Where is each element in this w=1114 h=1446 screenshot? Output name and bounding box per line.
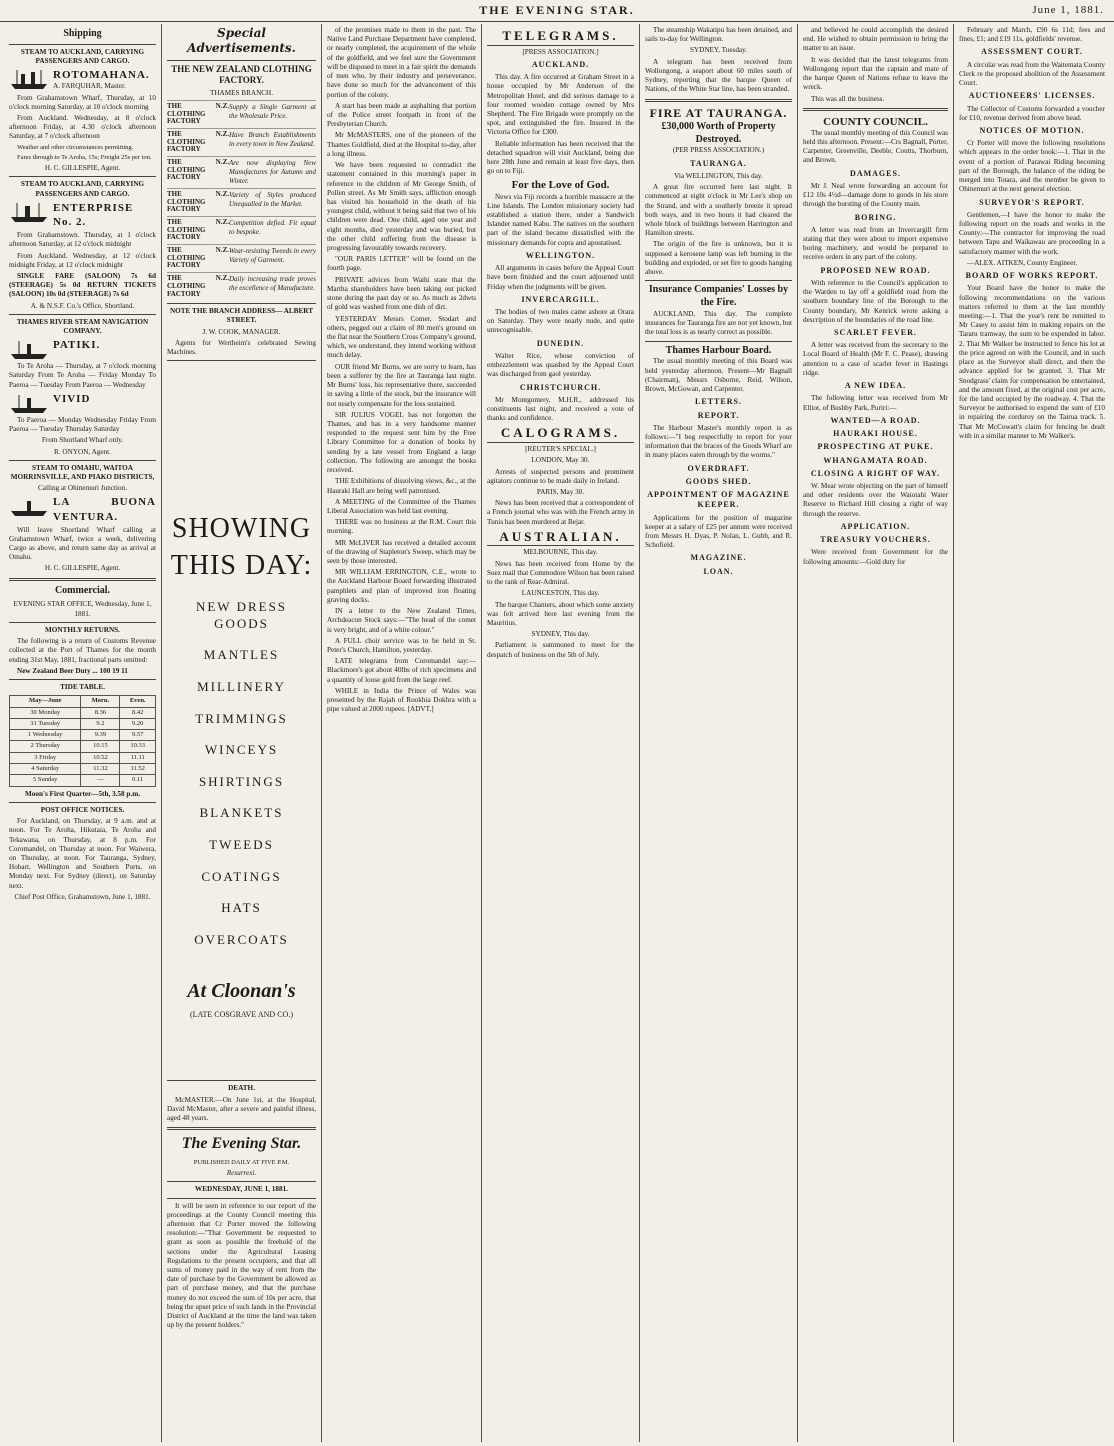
news-paragraph: Mr J. Neal wrote forwarding an account for £12 10s 4½d—damage done to goods in his store through the bursting of the County main. bbox=[803, 181, 948, 209]
ad-item: HATS bbox=[221, 900, 262, 916]
evening-star-title: The Evening Star. bbox=[181, 1135, 302, 1153]
list-item: THE N.Z. CLOTHING FACTORY Competition defied. Fit equal to bespoke. bbox=[167, 216, 316, 244]
ship-rotomahana bbox=[9, 68, 156, 91]
manager: J. W. COOK, MANAGER. bbox=[202, 327, 281, 336]
dunedin-heading: DUNEDIN. bbox=[536, 338, 585, 348]
news-paragraph: A circular was read from the Waitemata County Clerk re the proposed abolition of the Assessment Court. bbox=[959, 60, 1105, 88]
column-shipping bbox=[4, 24, 162, 1442]
steamship-icon bbox=[9, 338, 49, 360]
column-telegrams bbox=[482, 24, 640, 1442]
news-paragraph: YESTERDAY Messrs Comer, Stodart and others, pegged out a claim of 80 men's ground on the flat near the Southern Cross Company's ground, which, we understand, they intend working without much delay. bbox=[327, 314, 476, 360]
news-paragraph: With reference to the Council's application to the Warden to lay off a goldfield road from the southern boundary line of the Borough to the County boundary, Mr Kenrick wrote asking a description of the boundaries of the road line. bbox=[803, 278, 948, 324]
nz-clothing-title: THE NEW ZEALAND CLOTHING FACTORY. bbox=[171, 63, 312, 86]
auckland-heading: AUCKLAND. bbox=[531, 59, 590, 69]
agent-1: H. C. GILLESPIE, Agent. bbox=[44, 164, 121, 173]
table-row: 31 Tuesday 9.2 9.20 bbox=[10, 718, 156, 729]
news-paragraph: of the promises made to them in the past. The Native Land Purchase Department have completed, or nearly completed, the acquirement of the whole of the goldfield, and we feel sure the Government will be disposed to meet in a fair spirit the demands of men who, by their industry and perseverance, have done so much for the advancement of this portion of the colony. bbox=[327, 26, 476, 99]
table-row: 3 Friday 10.52 11.11 bbox=[10, 752, 156, 763]
news-paragraph: We have been requested to contradict the statement contained in this morning's paper in reference to the children of Mr George Smith, of Pollen street. As Mr Smith says, affliction enough has visited his household in the death of his youngest child, without it being said that two of his children were dead. One child, aged one year and eight months, died yesterday and was buried, but the other child suffering from the disease is progressing favourably towards recovery. bbox=[327, 161, 476, 253]
ship1-master: A. FARQUHAR, Master. bbox=[53, 82, 126, 91]
column-local-news bbox=[322, 24, 482, 1442]
ad-item: SHIRTINGS bbox=[198, 773, 285, 789]
published-note: PUBLISHED DAILY AT FIVE P.M. bbox=[193, 1158, 290, 1166]
thames-branch: THAMES BRANCH. bbox=[209, 88, 274, 97]
news-paragraph: A great fire occurred here last night. It commenced at eight o'clock in Mr Lee's shop on the Strand, and with a southerly breeze it spread both ways, and in two hours it had cleared the whole block of buildings between Harrington and Hamilton streets. bbox=[645, 183, 792, 238]
ship3-name: PATIKI. bbox=[53, 339, 101, 352]
news-paragraph: MR WILLIAM ERRINGTON, C.E., wrote to the Auckland Harbour Board forwarding illustrated pamphlets and plan of improved iron floating graving docks. bbox=[327, 568, 476, 604]
notices-of-motion-heading: NOTICES OF MOTION. bbox=[979, 126, 1085, 135]
engineer-signature: —ALEX. AITKEN, County Engineer. bbox=[967, 258, 1078, 267]
ad-item: OVERCOATS bbox=[194, 931, 289, 947]
special-ads-heading: Special Advertisements. bbox=[187, 26, 296, 56]
list-item: THE N.Z. CLOTHING FACTORY Wear-resisting Tweeds in every Variety of Garment. bbox=[167, 244, 316, 272]
news-paragraph: Parliament is summoned to meet for the despatch of business on the 5th of July. bbox=[487, 641, 634, 659]
magazine-keeper-heading: APPOINTMENT OF MAGAZINE KEEPER. bbox=[647, 490, 790, 510]
auctioneers-heading: AUCTIONEERS' LICENSES. bbox=[968, 91, 1096, 101]
love-of-god-heading: For the Love of God. bbox=[511, 179, 610, 192]
ship-vivid bbox=[9, 392, 156, 414]
ad-item: BLANKETS bbox=[199, 805, 284, 821]
ad-item: TWEEDS bbox=[209, 837, 274, 853]
ad-item: TRIMMINGS bbox=[195, 710, 288, 726]
news-paragraph: Cr Porter will move the following resolutions which appears in the order book:—1. That in the event of a portion of Parawai Riding becoming part of the Borough, the balance of the riding be merged into Totara, and the member be given to Ohinemuri at the next general election. bbox=[959, 139, 1105, 194]
news-paragraph: A letter was read from an Invercargill firm stating that they were about to import expensive boring machinery, and would be prepared to receive orders in any part of the colony. bbox=[803, 225, 948, 262]
agent-4: H. C. GILLESPIE, Agent. bbox=[44, 564, 121, 573]
tide-col-morn: Morn. bbox=[81, 696, 120, 707]
weather-note: Weather and other circumstances permitting. bbox=[17, 143, 134, 151]
news-paragraph: Were received from Government for the following amounts:—Gold duty for bbox=[803, 548, 948, 566]
application-heading: APPLICATION. bbox=[840, 521, 911, 531]
news-paragraph: February and March, £90 6s 11d; fees and fines, £1; and £19 11s, goldfields' revenue. bbox=[959, 26, 1105, 44]
ship5-name: LA BUONA VENTURA. bbox=[53, 496, 156, 523]
postmaster: Chief Post Office, Grahamstown, June 1, 1881. bbox=[14, 892, 151, 901]
news-paragraph: Your Board have the honor to make the following recommendations on the various matters referred to them at the last monthly meeting:—1. That the year's rent be remitted to Mr Casey to assist him in making repairs on the Tararu tramway, the sum to be expended in labor. 2. That Mr Walker be instructed to fence his lot at the price agreed on with the Council, and in such place as the Surveyor shall direct, and then the advance applied for be granted. 3. That Mr Snodgrass' claim for compensation be entertained, and the amount fixed, at the original cost per acre, for the land occupied by the roadway. 4. That the Surveyor be authorised to expend the sum of £10 in repairing the corduroy on the Tairua track. 5. That Mr McCowatt's claim for fencing be dealt with in a similar manner to Mr Walker's. bbox=[959, 284, 1105, 440]
mails-text: For Auckland, on Thursday, at 9 a.m. and at noon. For Te Aroha, Hikutaia, Te Aroha and Tekawana, on Thursday, at 8 p.m. For Coromandel, on Thursday at noon. For Waiwera, on Thursday, at noon. For Tauranga, Sydney, Hobart, Wellington and Southern Ports, on Monday next. For Sydney (direct), on Saturday next. bbox=[9, 817, 156, 890]
steamship-icon bbox=[9, 495, 49, 517]
ship1-auckland: From Auckland. Wednesday, at 8 o'clock afternoon Friday, at 4.30 o'clock afternoon Saturday, at 7 o'clock afternoon bbox=[9, 113, 156, 141]
ad-item: WINCEYS bbox=[204, 742, 279, 758]
table-row: 5 Sunday — 0.11 bbox=[10, 775, 156, 786]
agents-text: Agents for Wertheim's celebrated Sewing Machines. bbox=[167, 338, 316, 357]
ship3-schedule: To Te Aroha — Thursday, at 7 o'clock morning Saturday From Te Aroha — Friday Monday To Paeroa — Tuesday From Paeroa — Wednesday bbox=[9, 362, 156, 389]
table-row: 30 Monday 8.36 8.42 bbox=[10, 707, 156, 718]
news-paragraph: MR McLIVER has received a detailed account of the drawing of Stapleton's Sweep, which may be seen by those interested. bbox=[327, 538, 476, 566]
news-paragraph: The Collector of Customs forwarded a voucher for £10, revenue derived from above head. bbox=[959, 104, 1105, 122]
telegrams-heading: TELEGRAMS. bbox=[487, 28, 634, 46]
agent-2: A. & N.S.F. Co.'s Office, Shortland. bbox=[30, 301, 135, 310]
steamship-icon bbox=[9, 392, 49, 414]
news-paragraph: PRIVATE advices from Waihi state that the Martha shareholders have been taking out picked stone during the past day or so. As much as 2dwts of gold was washed from one dish of dirt. bbox=[327, 275, 476, 312]
list-item: THE N.Z. CLOTHING FACTORY Variety of Styles produced Unequalled in the Market. bbox=[167, 188, 316, 216]
county-council-heading: COUNTY COUNCIL. bbox=[823, 115, 928, 128]
news-paragraph: THE Exhibitions of dissolving views, &c., at the Hauraki Hall are being well patronised. bbox=[327, 477, 476, 495]
late-cosgrave: (LATE COSGRAVE AND CO.) bbox=[190, 1010, 293, 1020]
news-paragraph: The usual monthly meeting of this Council was held this afternoon. Present:—Crs Bagnall, Porter, Carpenter, Greenville, Deeble, Coutts, Thorburn, and Brown. bbox=[803, 128, 948, 165]
press-association: [PRESS ASSOCIATION.] bbox=[522, 47, 599, 56]
news-paragraph: This was all the business. bbox=[811, 94, 885, 103]
news-paragraph: The steamship Wakatipu has been detained, and sails to-day for Wellington. bbox=[645, 26, 792, 44]
news-paragraph: Walter Rice, whose conviction of embezzlement was quashed by the Appeal Court was discharged from gaol yesterday. bbox=[487, 351, 634, 379]
news-paragraph: The origin of the fire is unknown, but it is supposed a kerosene lamp was left burning in the building and exploded, or set fire to goods hanging above. bbox=[645, 240, 792, 277]
surveyor-report-heading: SURVEYOR'S REPORT. bbox=[979, 197, 1085, 207]
ship1-schedule: From Grahamstown Wharf, Thursday, at 10 o'clock morning Saturday, at 10 o'clock morning bbox=[9, 93, 156, 111]
news-paragraph: All arguments in cases before the Appeal Court have been finished and the court adjourned until Friday when the judgments will be given. bbox=[487, 264, 634, 291]
news-paragraph: Gentlemen,—I have the honor to make the following report on the roads and works in the County:—The contractor for improving the road between Tapu and Waikawau are proceeding in a satisfactory manner with the work. bbox=[959, 210, 1105, 256]
ad-item: MILLINERY bbox=[197, 678, 286, 694]
ship2-auckland: From Auckland. Wednesday, at 12 o'clock midnight Friday, at 12 o'clock midnight bbox=[9, 251, 156, 269]
news-paragraph: LATE telegrams from Coromandel say:—Blackmore's got about 40lbs of rich specimens and a quantity of loose gold from the large reef. bbox=[327, 657, 476, 684]
calograms-heading: CALOGRAMS. bbox=[487, 425, 634, 443]
table-row: 4 Saturday 11.32 11.52 bbox=[10, 764, 156, 775]
steam-auckland-2: STEAM TO AUCKLAND, CARRYING PASSENGERS AND CARGO. bbox=[20, 180, 145, 198]
wanted-road-heading: WANTED—A ROAD. bbox=[830, 415, 921, 425]
australian-heading: AUSTRALIAN. bbox=[487, 529, 634, 547]
news-paragraph: The usual monthly meeting of this Board was held yesterday afternoon. Present—Mr Bagnall (Chairman), Messrs Osborne, Reid, Wilson, Brown, McGowan, and Carpenter. bbox=[645, 357, 792, 394]
news-paragraph: SIR JULIUS VOGEL has not forgotten the Thames, and has in a very handsome manner responded to the request sent him by the Free Library Committee for a donation of books by sending by a late vessel from England a large collection. The following are amongst the books received. bbox=[327, 410, 476, 475]
news-paragraph: Applications for the position of magazine keeper at a salary of £25 per annum were received from Messrs H. Dyas, P. Nolan, L. Gubb, and R. Schofield. bbox=[645, 513, 792, 550]
ship-enterprise bbox=[9, 201, 156, 229]
news-paragraph: The Harbour Master's monthly report is as follows:—"I beg respectfully to report for your information that the braces of the Goods Wharf are in many places eaten through by the worms." bbox=[645, 423, 792, 460]
prospecting-heading: PROSPECTING AT PUKE. bbox=[817, 442, 934, 452]
shortland-note: From Shortland Wharf only. bbox=[41, 436, 124, 445]
boring-heading: BORING. bbox=[854, 212, 897, 222]
column-fire-harbour bbox=[640, 24, 798, 1442]
news-paragraph: A FULL choir service was to be held in St. Peter's Church, Hamilton, yesterday. bbox=[327, 636, 476, 654]
scarlet-fever-heading: SCARLET FEVER. bbox=[834, 328, 917, 338]
tide-heading: TIDE TABLE. bbox=[60, 683, 105, 692]
hauraki-heading: HAURAKI HOUSE. bbox=[833, 429, 918, 439]
paris-dateline: PARIS, May 30. bbox=[536, 487, 585, 496]
steam-auckland: STEAM TO AUCKLAND, CARRYING PASSENGERS AND CARGO. bbox=[20, 47, 145, 66]
list-item: THE N.Z. CLOTHING FACTORY Daily increasing trade proves the excellence of Manufacture. bbox=[167, 272, 316, 300]
news-paragraph: A telegram has been received from Wollongong, a seaport about 60 miles south of Sydney, reporting that the barque Queen of Nations, of the White Star line, has been stranded. bbox=[645, 57, 792, 94]
masthead: THE EVENING STAR. bbox=[479, 3, 635, 17]
harbour-board-heading: Thames Harbour Board. bbox=[665, 344, 772, 356]
melbourne-dateline: MELBOURNE, This day. bbox=[523, 548, 598, 557]
letters-heading: LETTERS. bbox=[695, 397, 742, 407]
overdraft-heading: OVERDRAFT. bbox=[687, 463, 750, 473]
leader-date: WEDNESDAY, JUNE 1, 1881. bbox=[195, 1185, 288, 1194]
tide-table bbox=[9, 695, 156, 787]
fares: Fares through to Te Aroha, 15s; Freight 25s per ton. bbox=[17, 153, 152, 161]
table-row: 1 Wednesday 9.39 9.57 bbox=[10, 730, 156, 741]
news-paragraph: OUR friend Mr Burns, we are sorry to learn, has been a sufferer by the fire at Tauranga last night. Mr Burns' loss, his representative there, succeeded in saving a little of the stock, but the insurance will not nearly compensate for the loss sustained. bbox=[327, 362, 476, 408]
column-council-continued bbox=[954, 24, 1110, 1442]
board-of-works-heading: BOARD OF WORKS REPORT. bbox=[965, 271, 1099, 281]
death-heading: DEATH. bbox=[228, 1084, 255, 1093]
news-paragraph: Arrests of suspected persons and prominent agitators continue to be made daily in Ireland. bbox=[487, 467, 634, 485]
agent-3: R. ONYON, Agent. bbox=[54, 447, 111, 456]
fire-subheading: £30,000 Worth of Property Destroyed. bbox=[661, 120, 776, 145]
news-paragraph: News via Fiji records a horrible massacre at the Line Islands. The London missionary society had established a station there, under a Sandwich Islander named Kabu. The natives on the southern part of the island became dissatisfied with the missionary demands for copra and apostatised. bbox=[487, 192, 634, 247]
news-paragraph: News has been received that a correspondent of a French journal who was with the French army in Tunis has been murdered at Bejar. bbox=[487, 499, 634, 526]
ship4-name: VIVID bbox=[53, 392, 91, 405]
launceston-dateline: LAUNCESTON, This day. bbox=[521, 589, 600, 598]
news-paragraph: AUCKLAND, This day. The complete insurances for Tauranga fire are not yet known, but the total loss is as nearly correct as possible. bbox=[645, 309, 792, 337]
monthly-returns: MONTHLY RETURNS. bbox=[45, 625, 120, 634]
fares-2: SINGLE FARE (SALOON) 7s 6d (STEERAGE) 5s 0d RETURN TICKETS (SALOON) 10s 0d (STEERAGE) 7s 6d bbox=[9, 271, 156, 299]
news-paragraph: Mr McMASTERS, one of the pioneers of the Thames Goldfield, died at the Hospital to-day, after a long illness. bbox=[327, 131, 476, 158]
news-paragraph: W. Mear wrote objecting on the part of himself and other residents over the Waiotahi Water Reserve to Richard Hill closing a right of way through the reserve. bbox=[803, 481, 948, 518]
damages-heading: DAMAGES. bbox=[850, 168, 901, 178]
thames-river-co: THAMES RIVER STEAM NAVIGATION COMPANY. bbox=[16, 317, 149, 336]
via-wellington: Via WELLINGTON, This day. bbox=[674, 171, 763, 180]
monthly-text: The following is a return of Customs Revenue collected at the Port of Thames for the month ending 31st May, 1881, fractional parts omitted: bbox=[9, 637, 156, 664]
page-header bbox=[0, 0, 1114, 22]
news-paragraph: A letter was received from the secretary to the Local Board of Health (Mr F. C. Pease), drawing attention to a case of scarlet fever in Hastings ridge. bbox=[803, 341, 948, 377]
invercargill-heading: INVERCARGILL. bbox=[521, 294, 600, 304]
goods-shed-heading: GOODS SHED. bbox=[685, 476, 752, 486]
ad-item: MANTLES bbox=[203, 647, 280, 663]
steamship-icon bbox=[9, 201, 49, 223]
column-advertisements bbox=[162, 24, 322, 1442]
tauranga-heading: TAURANGA. bbox=[690, 158, 747, 168]
steamship-icon bbox=[9, 68, 49, 90]
leader-text: It will be seen in reference to our report of the proceedings at the County Council meeting this afternoon that Cr Porter moved the following resolution:—"That Government be requested to grant as soon as possible the freehold of the sections under the Agricultural Leasing Regulations to the present occupiers, and that all sums of money paid in the way of rent from the date of purchase by the Government be allowed as part of purchase money, and that the purchase money do not exceed the sum of 10s per acre, that being the upset price of such lands in the Provincial District of Auckland at the time the land was taken up by the present holders." bbox=[167, 1201, 316, 1330]
magazine-heading: MAGAZINE. bbox=[690, 553, 747, 563]
treasury-heading: TREASURY VOUCHERS. bbox=[820, 535, 931, 545]
reuters-special: [REUTER'S SPECIAL.] bbox=[525, 445, 596, 454]
news-paragraph: Reliable information has been received that the detached squadron will visit Auckland, being due here 28th June and remain at least five days, then go on to Fiji. bbox=[487, 139, 634, 176]
revenue-total: New Zealand Beer Duty ... 100 19 11 bbox=[17, 666, 128, 675]
news-paragraph: IN a letter to the New Zealand Times, Archdeacon Stock says:—"The head of the comet is very bright, and of a white colour." bbox=[327, 607, 476, 634]
at-cloonans: At Cloonan's bbox=[187, 979, 296, 1002]
news-paragraph: The following letter was received from Mr Elliot, of Bushby Park, Puriri:— bbox=[803, 394, 948, 412]
news-paragraph: Mr Montgomery, M.H.R., addressed his constituents last night, and received a vote of thanks and confidence. bbox=[487, 395, 634, 423]
ship-la-buona bbox=[9, 495, 156, 523]
tide-col-even: Even. bbox=[120, 696, 156, 707]
sydney-dateline: SYDNEY, This day. bbox=[531, 630, 590, 639]
news-paragraph: A MEETING of the Committee of the Thames Liberal Association was held last evening. bbox=[327, 497, 476, 515]
list-item: THE N.Z. CLOTHING FACTORY Supply a Single Garment at the Wholesale Price. bbox=[167, 100, 316, 128]
insurance-heading: Insurance Companies' Losses by the Fire. bbox=[648, 284, 789, 309]
christchurch-heading: CHRISTCHURCH. bbox=[519, 382, 602, 392]
wellington-heading: WELLINGTON. bbox=[525, 250, 596, 260]
news-paragraph: THERE was no business at the R.M. Court this morning. bbox=[327, 518, 476, 536]
ship2-name: ENTERPRISE No. 2. bbox=[53, 201, 134, 228]
news-paragraph: and believed he could accomplish the desired end. He wished to obtain permission to bring the matter to an issue. bbox=[803, 26, 948, 53]
ship1-name: ROTOMAHANA. bbox=[53, 69, 150, 82]
news-paragraph: "OUR PARIS LETTER" will be found on the fourth page. bbox=[327, 255, 476, 273]
sydney-dateline: SYDNEY, Tuesday. bbox=[689, 46, 748, 55]
london-dateline: LONDON, May 30. bbox=[531, 456, 590, 465]
post-office-heading: POST OFFICE NOTICES. bbox=[40, 805, 125, 814]
news-paragraph: News has been received from Home by the Suez mail that Commodore Wilson has been raised to the rank of Rear-Admiral. bbox=[487, 559, 634, 587]
news-paragraph: It was decided that the latest telegrams from Wollongong report that the captain and mate of the barque Queen of Nations refuse to leave the wreck. bbox=[803, 55, 948, 92]
report-heading: REPORT. bbox=[697, 410, 740, 420]
news-paragraph: WHILE in India the Prince of Wales was presented by the Rajah of Rookhia Dokhra with a pipe valued at 2000 rupees. [ADVT.] bbox=[327, 686, 476, 714]
newspaper-columns bbox=[4, 24, 1110, 1442]
ad-item: NEW DRESS GOODS bbox=[195, 599, 288, 631]
omahu-heading: STEAM TO OMAHU, WAITOA MORRINSVILLE, AND PIAKO DISTRICTS, bbox=[10, 463, 155, 481]
new-idea-heading: A NEW IDEA. bbox=[844, 381, 907, 391]
ship-patiki bbox=[9, 338, 156, 360]
ship4-schedule: To Paeroa — Monday Wednesday Friday From Paeroa — Tuesday Thursday Saturday bbox=[9, 415, 156, 434]
customs-dateline: EVENING STAR OFFICE, Wednesday, June 1, 1881. bbox=[13, 600, 152, 618]
list-item: THE N.Z. CLOTHING FACTORY Have Branch Establishments in every town in New Zealand. bbox=[167, 128, 316, 156]
news-paragraph: A start has been made at asphalting that portion of the Police street footpath in front of the Presbyterian Church. bbox=[327, 101, 476, 129]
column-county-council bbox=[798, 24, 954, 1442]
branch-address: NOTE THE BRANCH ADDRESS— ALBERT STREET. bbox=[169, 307, 313, 325]
tide-col-day: May—June bbox=[10, 696, 81, 707]
assessment-heading: ASSESSMENT COURT. bbox=[981, 47, 1083, 57]
new-road-heading: PROPOSED NEW ROAD. bbox=[820, 265, 931, 275]
ship2-schedule: From Grahamstown. Thursday, at 1 o'clock afternoon Saturday, at 12 o'clock midnight bbox=[9, 231, 156, 249]
loan-heading: LOAN. bbox=[703, 566, 734, 576]
ship5-text: Will leave Shortland Wharf calling at Grahamstown Wharf, twice a week, delivering Cargo as above, and return same day as arrival at Omahu. bbox=[9, 525, 156, 562]
news-paragraph: The barque Chanters, about which some anxiety was felt arrived here last evening from the Mauritius. bbox=[487, 600, 634, 627]
moon-phase: Moon's First Quarter—5th, 3.58 p.m. bbox=[25, 789, 140, 798]
commercial-heading: Commercial. bbox=[54, 584, 111, 596]
death-text: McMASTER.—On June 1st, at the Hospital, David McMaster, after a severe and painful illness, aged 48 years. bbox=[167, 1095, 316, 1123]
list-item: THE N.Z. CLOTHING FACTORY Are now displaying New Manufactures for Autumn and Winter. bbox=[167, 156, 316, 188]
whangamata-heading: WHANGAMATA ROAD. bbox=[823, 455, 928, 465]
news-paragraph: The bodies of two males came ashore at Orara on Saturday. They were nearly nude, and quite unrecognisable. bbox=[487, 308, 634, 335]
closing-heading: CLOSING A RIGHT OF WAY. bbox=[810, 468, 941, 478]
shipping-heading: Shipping bbox=[63, 28, 102, 39]
clothing-rows bbox=[167, 100, 316, 300]
table-row: 2 Thursday 10.15 10.33 bbox=[10, 741, 156, 752]
news-paragraph: This day. A fire occurred at Graham Street in a house occupied by Mr Anderson of the Metropolitan Hotel, and did serious damage to a four roomed wooden cottage owned by Mrs Shepherd. The Fire Brigade were promptly on the spot, and extinguished the fire. Insured in the Victoria Office for £300. bbox=[487, 73, 634, 137]
motto: Resurrexi. bbox=[226, 1169, 257, 1178]
dateline: June 1, 1881. bbox=[1032, 4, 1104, 16]
ad-item: COATINGS bbox=[201, 868, 282, 884]
fire-heading: FIRE AT TAURANGA. bbox=[649, 105, 788, 120]
omahu-sub: Calling at Ohinemuri Junction. bbox=[37, 484, 128, 493]
press-association: (PER PRESS ASSOCIATION.) bbox=[672, 146, 765, 155]
cloonans-ad bbox=[167, 511, 316, 1020]
showing-title: SHOWING THIS DAY: bbox=[170, 513, 313, 581]
